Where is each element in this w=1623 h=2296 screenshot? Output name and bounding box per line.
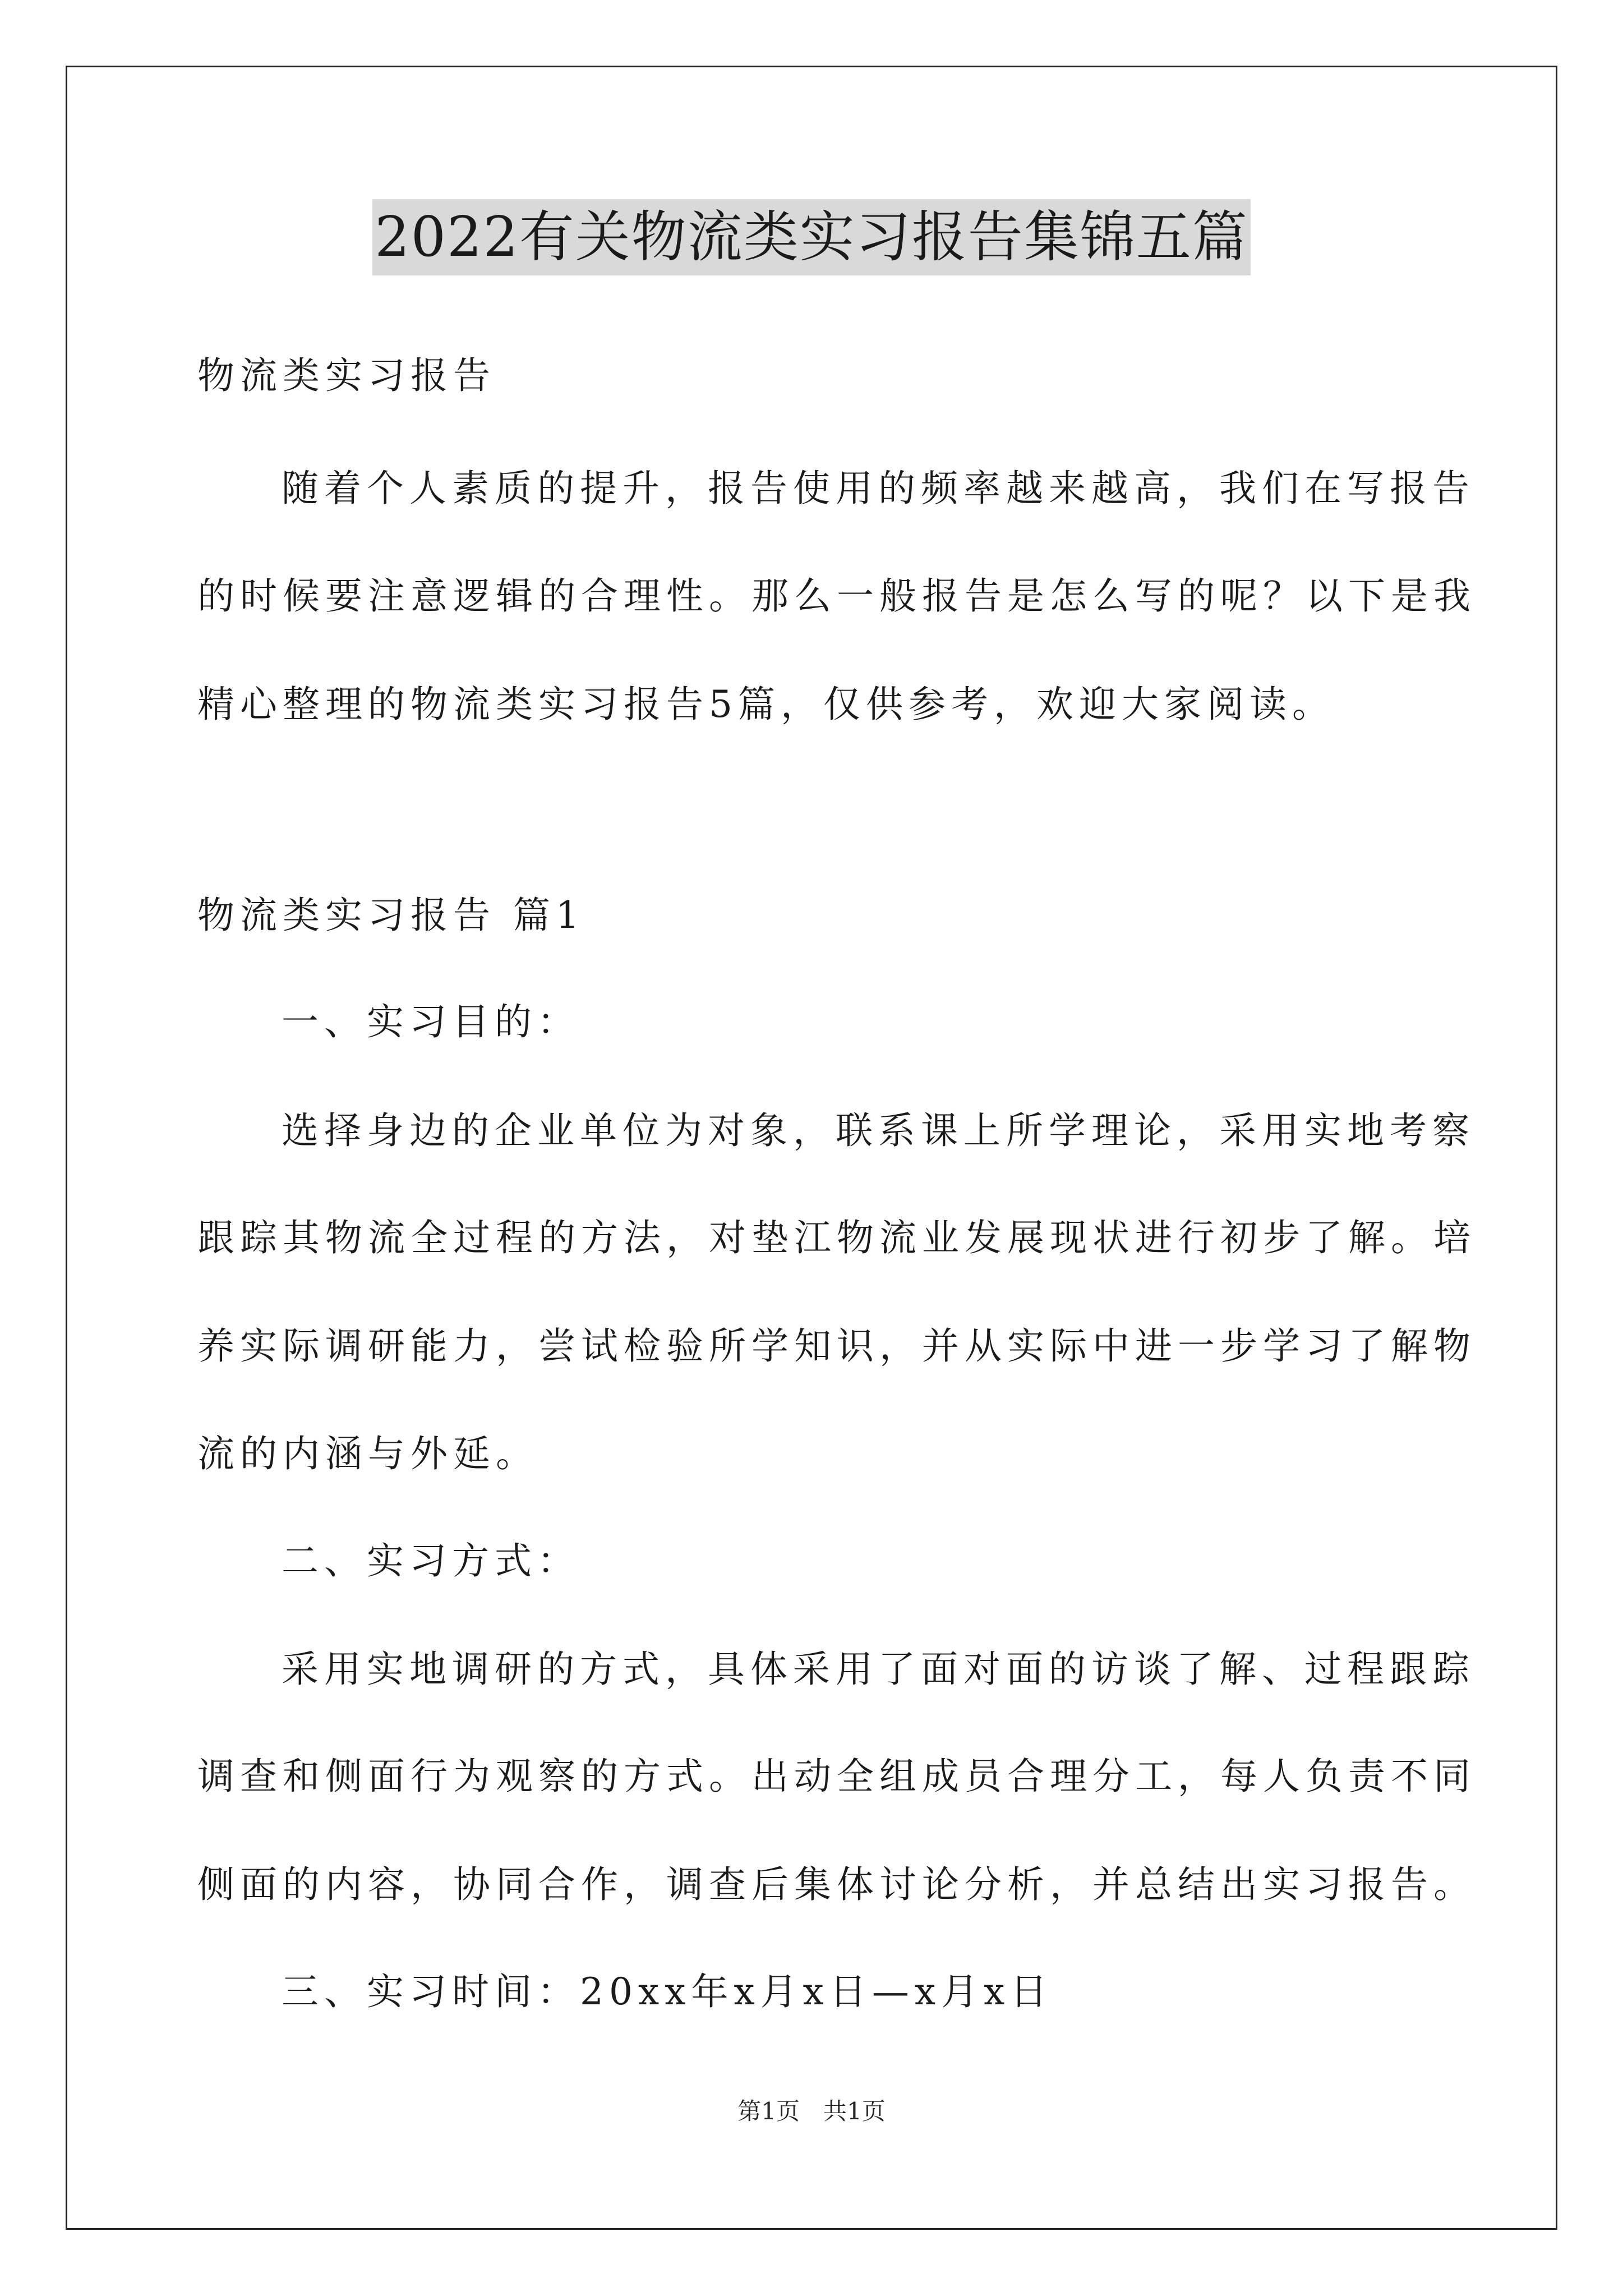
paragraph-line: 流的内涵与外延。 bbox=[197, 1432, 538, 1475]
subheading: 一、实习目的： bbox=[282, 1000, 580, 1043]
paragraph-line: 跟踪其物流全过程的方法，对垫江物流业发展现状进行初步了解。培 bbox=[197, 1216, 1476, 1259]
paragraph-line: 养实际调研能力，尝试检验所学知识，并从实际中进一步学习了解物 bbox=[197, 1324, 1476, 1368]
paragraph-line: 选择身边的企业单位为对象，联系课上所学理论，采用实地考察 bbox=[282, 1109, 1475, 1152]
section-heading: 物流类实习报告 bbox=[197, 354, 496, 397]
document-title: 2022有关物流类实习报告集锦五篇 bbox=[372, 199, 1250, 275]
section-heading: 物流类实习报告 篇1 bbox=[197, 894, 585, 937]
subheading: 三、实习时间：20xx年x月x日—x月x日 bbox=[282, 1970, 1053, 2013]
paragraph-line: 的时候要注意逻辑的合理性。那么一般报告是怎么写的呢？以下是我 bbox=[197, 574, 1476, 618]
paragraph-line: 侧面的内容，协同合作，调查后集体讨论分析，并总结出实习报告。 bbox=[197, 1863, 1476, 1906]
paragraph-line: 采用实地调研的方式，具体采用了面对面的访谈了解、过程跟踪 bbox=[282, 1648, 1475, 1691]
paragraph-line: 精心整理的物流类实习报告5篇，仅供参考，欢迎大家阅读。 bbox=[197, 683, 1335, 726]
page-footer: 第1页 共1页 bbox=[737, 2097, 886, 2125]
subheading: 二、实习方式： bbox=[282, 1539, 580, 1582]
title-container bbox=[0, 199, 1623, 275]
paragraph-line: 调查和侧面行为观察的方式。出动全组成员合理分工，每人负责不同 bbox=[197, 1755, 1476, 1798]
paragraph-line: 随着个人素质的提升，报告使用的频率越来越高，我们在写报告 bbox=[282, 467, 1475, 510]
